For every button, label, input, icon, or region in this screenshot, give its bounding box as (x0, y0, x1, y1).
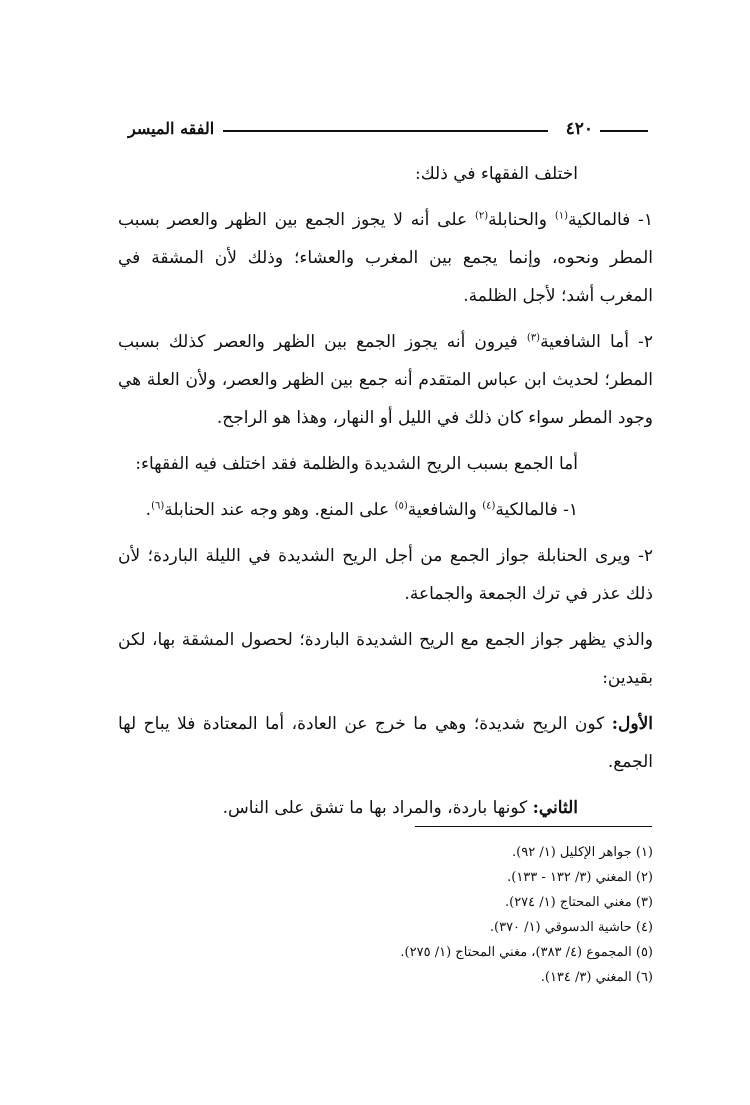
paragraph-wind-prohibit: ١- فالمالكية$^{(٤)}$ والشافعية$^{(٥)}$ على المنع. وهو وجه عند الحنابلة$^{(٦)}$. (145, 500, 578, 520)
footnote-3: (٣) مغني المحتاج (١/ ٢٧٤). (504, 895, 653, 910)
footnote-ref-5[interactable]: (٥) (394, 500, 408, 512)
paragraph-intro: اختلف الفقهاء في ذلك: (414, 164, 578, 184)
header-rule-short (600, 130, 648, 132)
paragraph-shafii: ٢- أما الشافعية$^{(٣)}$ فيرون أنه يجوز الجمع بين الظهر والعصر كذلك بسبب المطر؛ لحديث ابن عباس المتقدم أنه جمع بين الظهر والعصر، ولأن العلة هي وجود المطر سواء كان ذلك في الليل أو النهار، وهذا هو الراجح. (118, 332, 653, 428)
paragraph-hanbali-wind: ٢- ويرى الحنابلة جواز الجمع من أجل الريح الشديدة في الليلة الباردة؛ لأن ذلك عذر في ترك الجمعة والجماعة. (118, 546, 653, 604)
main-text (118, 155, 653, 835)
footnote-ref-6[interactable]: (٦) (151, 500, 165, 512)
footnote-6: (٦) المغني (٣/ ١٣٤). (540, 970, 653, 985)
paragraph-condition-first: الأول: كون الريح شديدة؛ وهي ما خرج عن العادة، أما المعتادة فلا يباح لها الجمع. (118, 714, 653, 772)
footnote-4: (٤) حاشية الدسوقي (١/ ٣٧٠). (489, 920, 653, 935)
footnote-divider (415, 826, 652, 827)
paragraph-wind-intro: أما الجمع بسبب الريح الشديدة والظلمة فقد اختلف فيه الفقهاء: (135, 454, 578, 474)
page-number: ٤٢٠ (565, 119, 593, 139)
page-header (128, 117, 648, 145)
footnote-5: (٥) المجموع (٤/ ٣٨٣)، مغني المحتاج (١/ ٢٧٥). (400, 945, 653, 960)
footnote-1: (١) جواهر الإكليل (١/ ٩٢). (512, 845, 653, 860)
footnotes (233, 840, 653, 990)
header-rule-long (223, 130, 548, 132)
footnote-ref-1[interactable]: (١) (554, 210, 568, 222)
footnote-ref-2[interactable]: (٢) (474, 210, 489, 222)
paragraph-maliki-hanbali: ١- فالمالكية$^{(١)}$ والحنابلة$^{(٢)}$ على أنه لا يجوز الجمع بين الظهر والعصر بسبب المطر ونحوه، وإنما يجمع بين المغرب والعشاء؛ وذلك لأن المشقة في المغرب أشد؛ لأجل الظلمة. (118, 210, 653, 306)
footnote-ref-4[interactable]: (٤) (482, 500, 496, 512)
footnote-ref-3[interactable]: (٣) (526, 332, 541, 344)
paragraph-preferred: والذي يظهر جواز الجمع مع الريح الشديدة الباردة؛ لحصول المشقة بها، لكن بقيدين: (118, 630, 653, 688)
book-title: الفقه الميسر (128, 119, 215, 138)
paragraph-condition-second: الثاني: كونها باردة، والمراد بها ما تشق على الناس. (222, 798, 578, 818)
footnote-2: (٢) المغني (٣/ ١٣٢ - ١٣٣). (507, 870, 653, 885)
